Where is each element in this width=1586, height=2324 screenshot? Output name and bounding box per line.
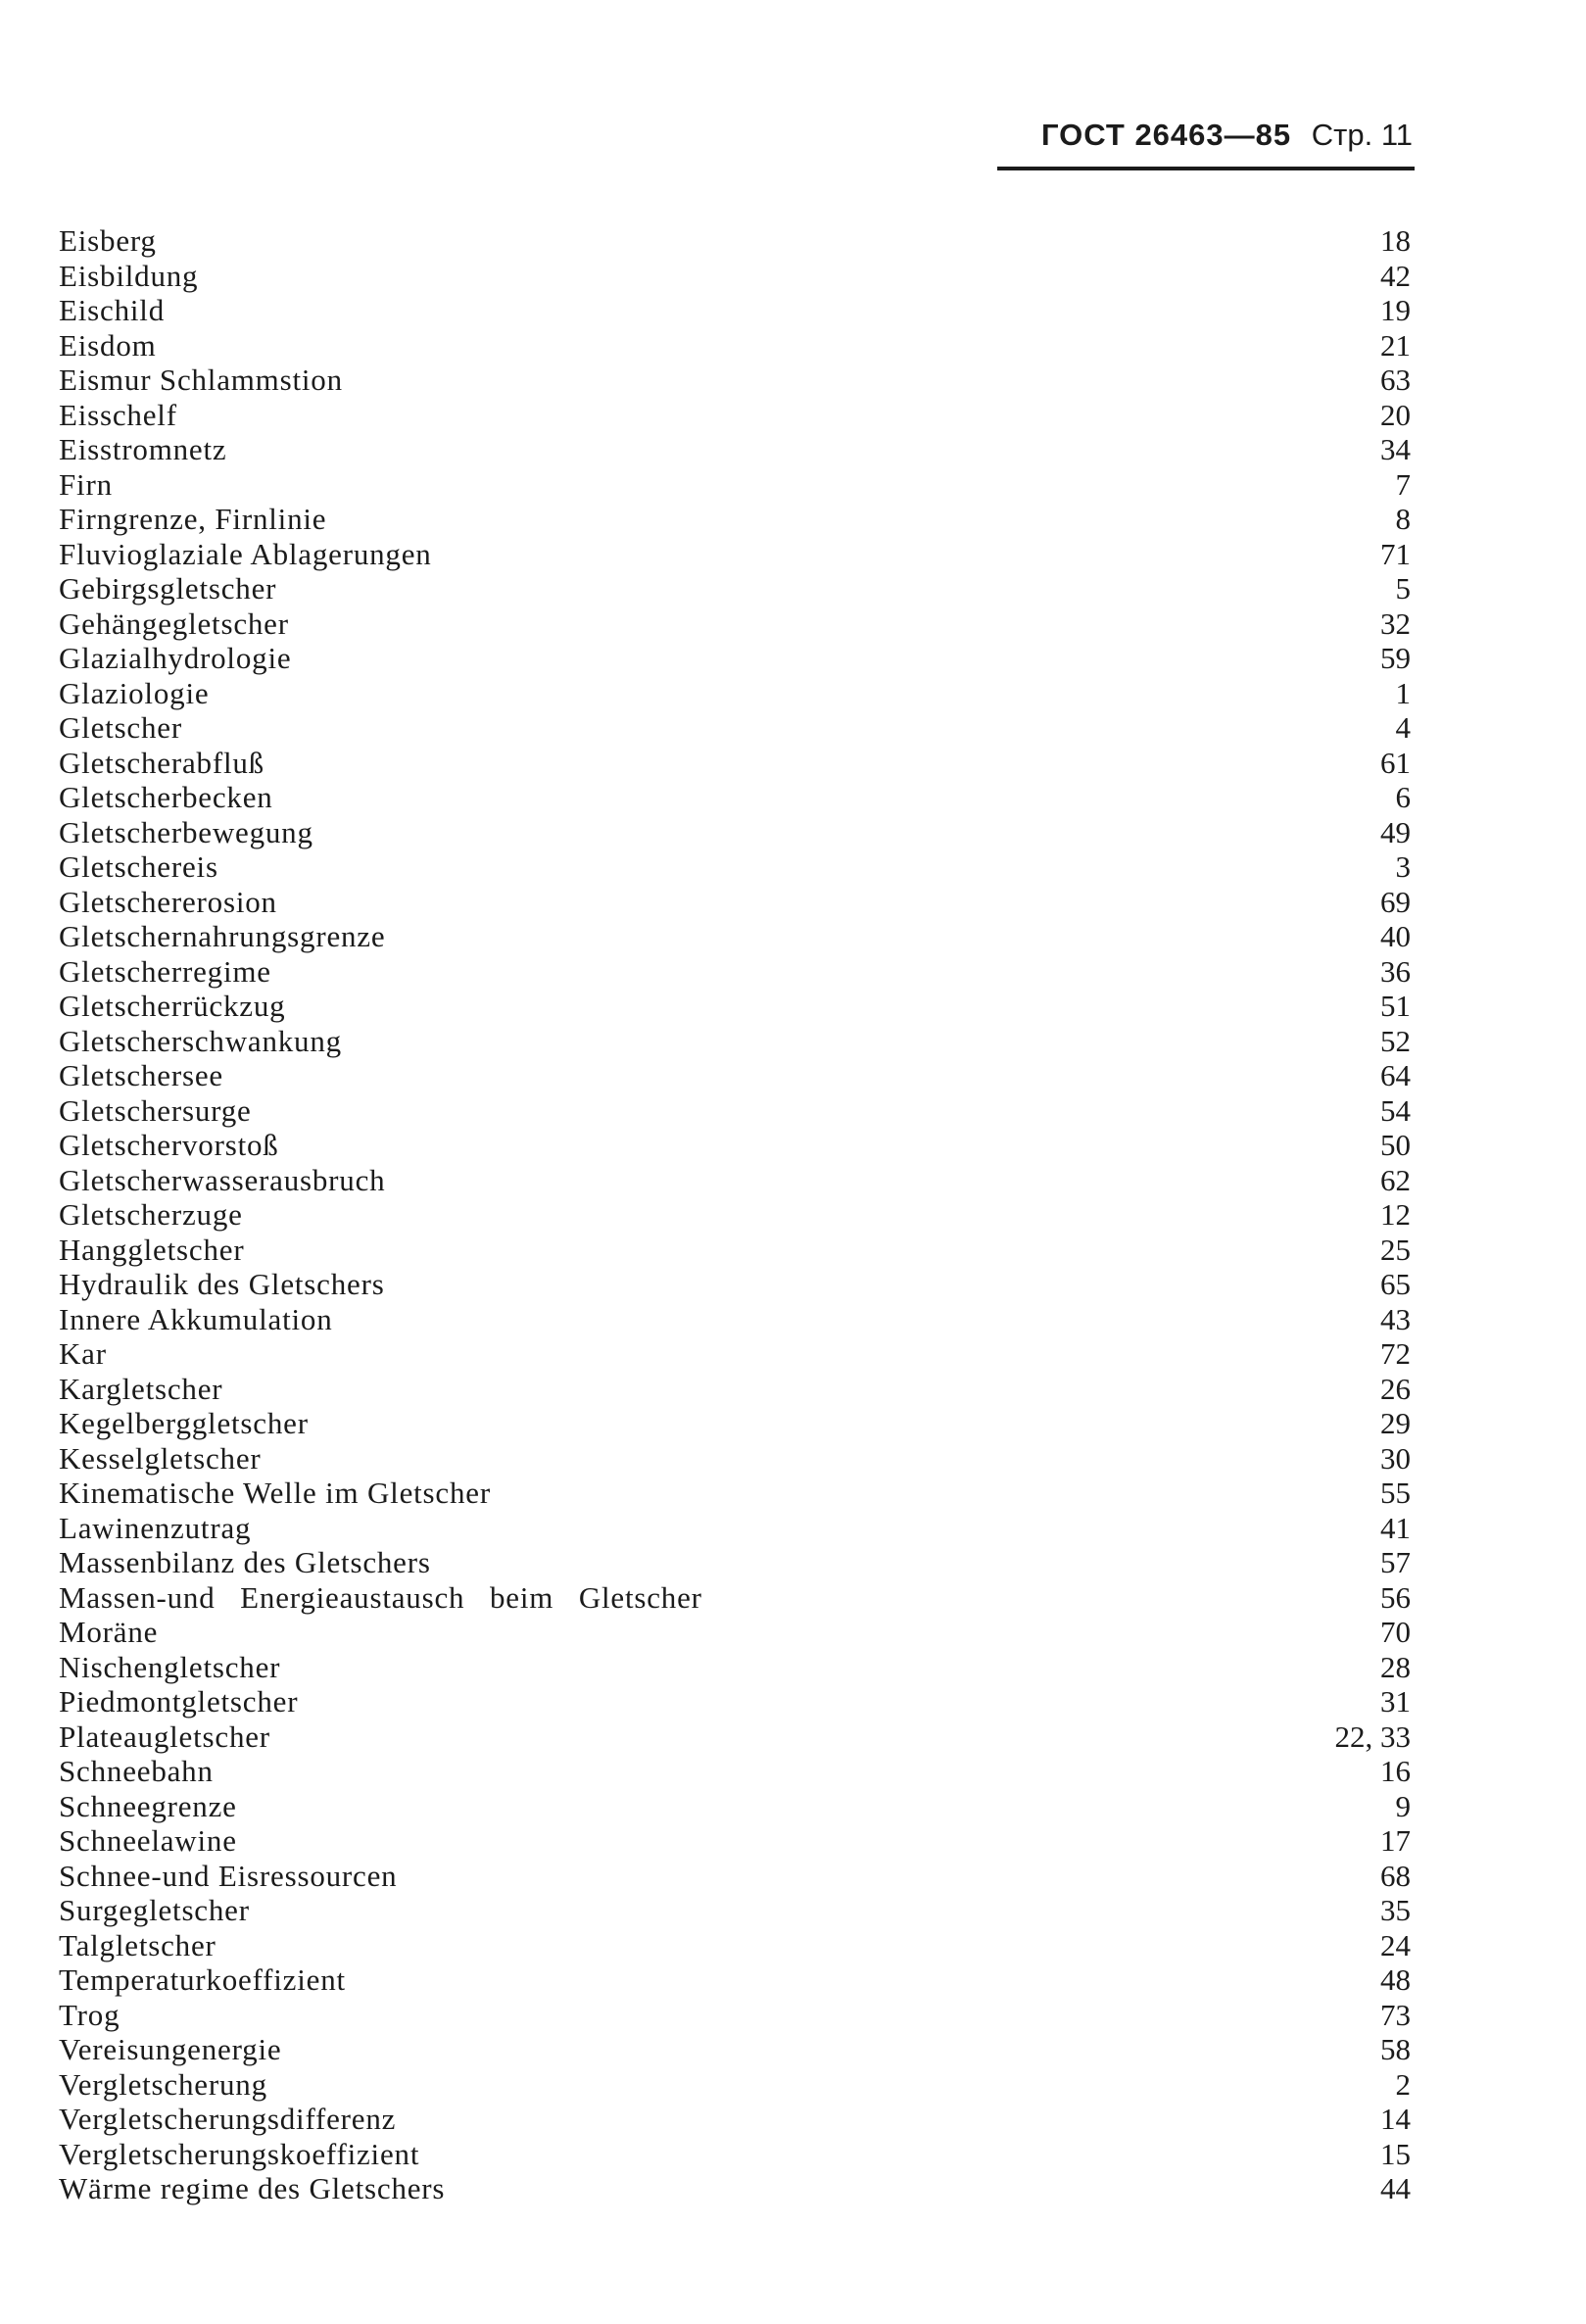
index-entry: [59, 467, 1411, 503]
entry-term: Gletschersee: [59, 1058, 223, 1092]
entry-term: Wärme regime des Gletschers: [59, 2171, 446, 2205]
entry-reference-number: 26: [1380, 1371, 1411, 1406]
entry-term: Vergletscherungskoeffizient: [59, 2136, 420, 2171]
entry-reference-number: 20: [1380, 397, 1411, 432]
index-entry: [59, 1511, 1411, 1546]
entry-term: Schneelawine: [59, 1823, 237, 1858]
entry-reference-number: 72: [1380, 1336, 1411, 1371]
entry-term: Gehängegletscher: [59, 605, 289, 641]
entry-reference-number: 62: [1380, 1162, 1411, 1197]
index-entry: [59, 398, 1411, 433]
index-entry: [59, 502, 1411, 537]
entry-reference-number: 19: [1380, 293, 1411, 327]
index-entry: [59, 1267, 1411, 1302]
entry-reference-number: 49: [1380, 814, 1411, 849]
index-entry: [59, 849, 1411, 885]
entry-term: Kesselgletscher: [59, 1440, 262, 1476]
entry-reference-number: 7: [1395, 466, 1411, 502]
index-entry: [59, 1406, 1411, 1441]
index-entry: [59, 2067, 1411, 2103]
entry-term: Talgletscher: [59, 1927, 216, 1962]
entry-term: Gletscherbecken: [59, 780, 273, 814]
index-entry: [59, 432, 1411, 467]
entry-reference-number: 16: [1380, 1754, 1411, 1788]
entry-reference-number: 30: [1380, 1440, 1411, 1476]
index-entry: [59, 919, 1411, 954]
entry-reference-number: 36: [1380, 953, 1411, 989]
entry-reference-number: 69: [1380, 884, 1411, 919]
entry-reference-number: 29: [1380, 1406, 1411, 1440]
index-entry: [59, 1128, 1411, 1163]
entry-term: Firngrenze, Firnlinie: [59, 502, 327, 536]
entry-reference-number: 5: [1395, 571, 1411, 605]
entry-term: Gletschersurge: [59, 1092, 252, 1128]
entry-reference-number: 15: [1380, 2136, 1411, 2171]
entry-reference-number: 42: [1380, 258, 1411, 293]
entry-reference-number: 50: [1380, 1128, 1411, 1162]
index-entry: [59, 328, 1411, 363]
entry-reference-number: 64: [1380, 1058, 1411, 1092]
entry-term: Lawinenzutrag: [59, 1510, 252, 1545]
standard-number: ГОСТ 26463—85: [1041, 118, 1292, 152]
entry-term: Gletscher: [59, 710, 182, 745]
index-entry: [59, 1615, 1411, 1650]
entry-reference-number: 71: [1380, 536, 1411, 571]
entry-term: Nischengletscher: [59, 1649, 281, 1684]
index-entry: [59, 1789, 1411, 1824]
index-entry: [59, 1093, 1411, 1129]
index-entry: [59, 1754, 1411, 1789]
entry-reference-number: 40: [1380, 919, 1411, 953]
index-entry: [59, 1650, 1411, 1685]
entry-reference-number: 61: [1380, 745, 1411, 780]
entry-reference-number: 24: [1380, 1927, 1411, 1962]
index-entry: [59, 2171, 1411, 2206]
index-entry: [59, 2137, 1411, 2172]
entry-reference-number: 4: [1395, 710, 1411, 745]
index-entry: [59, 1163, 1411, 1198]
entry-reference-number: 32: [1380, 605, 1411, 641]
entry-term: Gletscherzuge: [59, 1197, 243, 1232]
entry-reference-number: 31: [1380, 1684, 1411, 1719]
entry-reference-number: 52: [1380, 1023, 1411, 1058]
index-entry: [59, 2102, 1411, 2137]
entry-term: Gletschereis: [59, 849, 218, 884]
index-entry: [59, 363, 1411, 398]
entry-reference-number: 14: [1380, 2102, 1411, 2136]
entry-term: Firn: [59, 466, 113, 502]
entry-term: Gletscherwasserausbruch: [59, 1162, 386, 1197]
index-entry: [59, 1476, 1411, 1511]
entry-term: Moräne: [59, 1615, 159, 1649]
entry-term: Gletschervorstoß: [59, 1128, 279, 1162]
index-entry: [59, 1859, 1411, 1894]
entry-reference-number: 58: [1380, 2032, 1411, 2066]
index-entry: [59, 1719, 1411, 1755]
entry-reference-number: 48: [1380, 1962, 1411, 1997]
index-entry: [59, 885, 1411, 920]
entry-term: Piedmontgletscher: [59, 1684, 299, 1719]
entry-reference-number: 70: [1380, 1615, 1411, 1649]
entry-reference-number: 55: [1380, 1476, 1411, 1510]
entry-reference-number: 3: [1395, 849, 1411, 884]
entry-term: Schnee-und Eisressourcen: [59, 1858, 398, 1893]
index-entry: [59, 293, 1411, 328]
entry-term: Massen-und Energieaustausch beim Gletscher: [59, 1579, 702, 1615]
index-entry: [59, 676, 1411, 711]
entry-term: Glaziologie: [59, 675, 210, 710]
entry-reference-number: 73: [1380, 1997, 1411, 2032]
entry-term: Temperaturkoeffizient: [59, 1962, 346, 1997]
entry-term: Vergletscherung: [59, 2066, 267, 2102]
entry-reference-number: 54: [1380, 1092, 1411, 1128]
entry-term: Fluvioglaziale Ablagerungen: [59, 536, 432, 571]
entry-term: Gletscherregime: [59, 953, 271, 989]
entry-reference-number: 65: [1380, 1267, 1411, 1301]
index-entry: [59, 710, 1411, 746]
entry-term: Vereisungenergie: [59, 2032, 282, 2066]
index-entry: [59, 1893, 1411, 1928]
index-entry: [59, 954, 1411, 990]
page-number: Стр. 11: [1311, 118, 1413, 152]
entry-reference-number: 51: [1380, 989, 1411, 1023]
entry-term: Plateaugletscher: [59, 1719, 270, 1754]
page-header: [1041, 118, 1413, 153]
index-entry: [59, 1372, 1411, 1407]
entry-reference-number: 2: [1395, 2066, 1411, 2102]
entry-term: Vergletscherungsdifferenz: [59, 2102, 397, 2136]
index-entry: [59, 746, 1411, 781]
index-entry: [59, 1684, 1411, 1719]
entry-reference-number: 59: [1380, 641, 1411, 675]
entry-term: Glazialhydrologie: [59, 641, 292, 675]
entry-reference-number: 44: [1380, 2171, 1411, 2205]
entry-reference-number: 34: [1380, 432, 1411, 466]
entry-term: Kargletscher: [59, 1371, 223, 1406]
entry-term: Hanggletscher: [59, 1232, 245, 1267]
entry-term: Eisschelf: [59, 397, 177, 432]
entry-reference-number: 56: [1380, 1579, 1411, 1615]
entry-term: Eisstromnetz: [59, 432, 227, 466]
index-entry: [59, 1302, 1411, 1337]
entry-term: Eischild: [59, 293, 165, 327]
entry-reference-number: 68: [1380, 1858, 1411, 1893]
entry-reference-number: 12: [1380, 1197, 1411, 1232]
entry-term: Schneegrenze: [59, 1788, 237, 1823]
entry-reference-number: 28: [1380, 1649, 1411, 1684]
entry-reference-number: 9: [1395, 1788, 1411, 1823]
entry-term: Gletscherbewegung: [59, 814, 313, 849]
index-entry: [59, 1545, 1411, 1580]
index-entry: [59, 1962, 1411, 1998]
entry-term: Gebirgsgletscher: [59, 571, 277, 605]
entry-term: Gletschernahrungsgrenze: [59, 919, 386, 953]
index-entry: [59, 1928, 1411, 1963]
index-entry: [59, 571, 1411, 606]
index-entry: [59, 1441, 1411, 1477]
index-entry: [59, 1336, 1411, 1372]
index-entry: [59, 1580, 1411, 1616]
entry-term: Schneebahn: [59, 1754, 214, 1788]
entry-reference-number: 43: [1380, 1301, 1411, 1336]
entry-reference-number: 41: [1380, 1510, 1411, 1545]
index-entry: [59, 537, 1411, 572]
index-entry: [59, 223, 1411, 259]
index-entry: [59, 1197, 1411, 1233]
entry-term: Eismur Schlammstion: [59, 363, 343, 397]
entry-term: Massenbilanz des Gletschers: [59, 1545, 431, 1579]
entry-term: Kegelberggletscher: [59, 1406, 309, 1440]
index-entry: [59, 2032, 1411, 2067]
entry-term: Hydraulik des Gletschers: [59, 1267, 385, 1301]
index-entry: [59, 641, 1411, 676]
entry-term: Gletschererosion: [59, 884, 277, 919]
entry-term: Trog: [59, 1997, 120, 2032]
entry-term: Gletscherrückzug: [59, 989, 286, 1023]
entry-term: Eisberg: [59, 223, 157, 258]
index-entry: [59, 780, 1411, 815]
entry-term: Kinematische Welle im Gletscher: [59, 1476, 491, 1510]
entry-reference-number: 17: [1380, 1823, 1411, 1858]
index-entry: [59, 1024, 1411, 1059]
index-entry: [59, 1823, 1411, 1859]
entry-reference-number: 35: [1380, 1893, 1411, 1927]
entry-reference-number: 6: [1395, 780, 1411, 814]
entry-term: Kar: [59, 1336, 107, 1371]
entry-term: Innere Akkumulation: [59, 1301, 333, 1336]
index-entry: [59, 815, 1411, 850]
header-rule: [997, 167, 1415, 170]
index-entry: [59, 1998, 1411, 2033]
entry-reference-number: 18: [1380, 223, 1411, 258]
term-index-list: [59, 223, 1411, 2206]
index-entry: [59, 606, 1411, 642]
entry-reference-number: 25: [1380, 1232, 1411, 1267]
entry-reference-number: 1: [1395, 675, 1411, 710]
index-entry: [59, 1058, 1411, 1093]
entry-reference-number: 57: [1380, 1545, 1411, 1579]
entry-term: Surgegletscher: [59, 1893, 250, 1927]
entry-term: Gletscherschwankung: [59, 1023, 342, 1058]
entry-reference-number: 63: [1380, 363, 1411, 397]
entry-term: Gletscherabfluß: [59, 745, 264, 780]
entry-reference-number: 21: [1380, 327, 1411, 363]
index-entry: [59, 1233, 1411, 1268]
entry-term: Eisbildung: [59, 258, 199, 293]
entry-reference-number: 8: [1395, 502, 1411, 536]
entry-term: Eisdom: [59, 327, 157, 363]
index-entry: [59, 989, 1411, 1024]
entry-reference-number: 22, 33: [1334, 1719, 1411, 1754]
index-entry: [59, 259, 1411, 294]
